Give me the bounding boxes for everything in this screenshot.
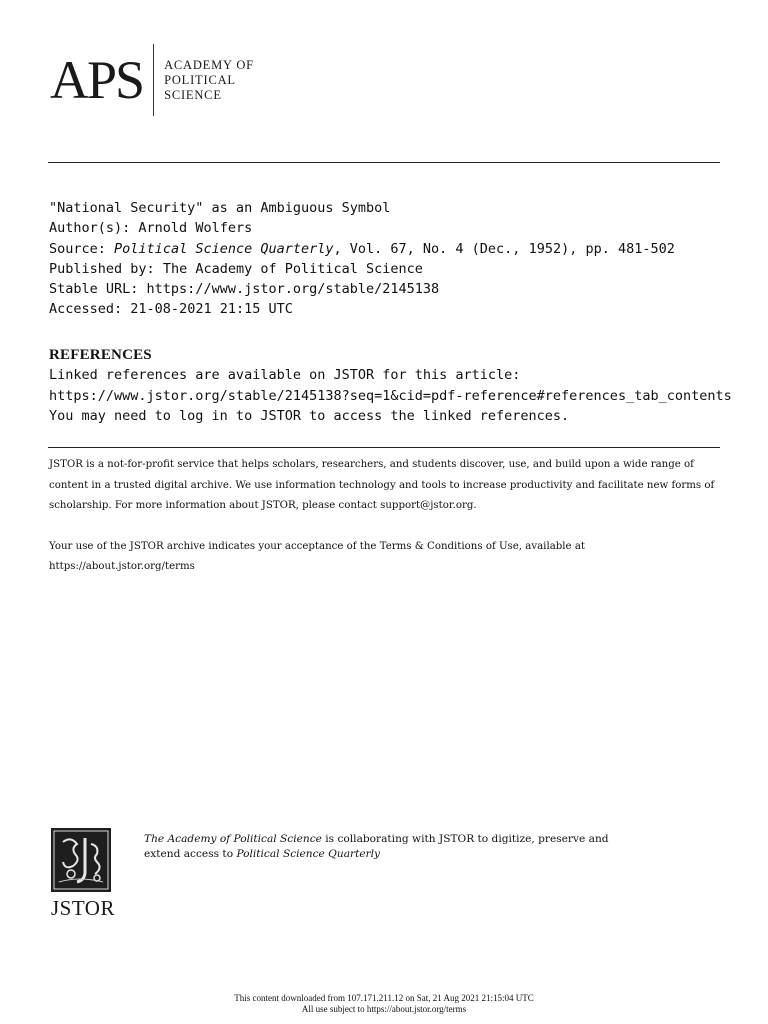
collaboration-statement — [144, 832, 609, 862]
references-login-note: You may need to log in to JSTOR to access the linked references. — [49, 408, 570, 425]
accessed-line: Accessed: 21-08-2021 21:15 UTC — [49, 301, 293, 318]
jstor-wordmark: JSTOR — [51, 896, 115, 920]
stable-url-line: Stable URL: https://www.jstor.org/stable/2145138 — [49, 281, 440, 298]
terms-paragraph: Your use of the JSTOR archive indicates your acceptance of the Terms & Conditions of Use, available at https://about.jstor.org/terms — [49, 540, 585, 572]
stable-url-link[interactable]: https://www.jstor.org/stable/2145138 — [146, 281, 440, 298]
source-details: , Vol. 67, No. 4 (Dec., 1952), pp. 481-502 — [333, 240, 675, 257]
references-heading: REFERENCES — [49, 347, 152, 363]
collaboration-line-2: extend access to Political Science Quarterly — [144, 848, 381, 860]
publisher-logo — [50, 44, 254, 116]
publisher-line: Published by: The Academy of Political Science — [49, 260, 423, 277]
references-intro: Linked references are available on JSTOR for this article: — [49, 367, 521, 383]
logo-mark: APS — [50, 50, 144, 110]
authors-line: Author(s): Arnold Wolfers — [49, 220, 253, 237]
middle-rule — [48, 447, 720, 448]
download-footer — [0, 993, 768, 1014]
footer-terms: All use subject to https://about.jstor.org/terms — [301, 1003, 467, 1014]
top-rule — [48, 162, 720, 163]
logo-line-1: ACADEMY OF — [164, 57, 254, 72]
collaboration-org: The Academy of Political Science — [144, 833, 322, 845]
authors: Arnold Wolfers — [138, 220, 253, 237]
logo-text — [164, 58, 254, 103]
source-line: Source: Political Science Quarterly, Vol. 67, No. 4 (Dec., 1952), pp. 481-502 — [49, 240, 675, 257]
references-section — [49, 345, 732, 427]
logo-divider — [153, 44, 154, 116]
collaboration-line-1: The Academy of Political Science is collaborating with JSTOR to digitize, preserve and — [144, 833, 609, 845]
article-title: "National Security" as an Ambiguous Symbol — [49, 200, 391, 216]
jstor-notice — [49, 455, 729, 578]
accessed-date: 21-08-2021 21:15 UTC — [130, 301, 293, 318]
footer-download-info: This content downloaded from 107.171.211.12 on Sat, 21 Aug 2021 21:15:04 UTC — [234, 993, 534, 1003]
logo-line-2: POLITICAL — [164, 72, 236, 87]
jstor-seal-icon — [51, 828, 111, 892]
collaboration-journal[interactable]: Political Science Quarterly — [236, 848, 381, 860]
source-journal[interactable]: Political Science Quarterly — [114, 240, 334, 257]
references-link[interactable]: https://www.jstor.org/stable/2145138?seq=1&cid=pdf-reference#references_tab_contents — [49, 387, 732, 404]
jstor-logo — [51, 828, 113, 921]
logo-line-3: SCIENCE — [164, 87, 222, 102]
article-metadata — [49, 198, 675, 320]
jstor-about-paragraph: JSTOR is a not-for-profit service that helps scholars, researchers, and students discover, use, and build upon a wide range of content in a trusted digital archive. We use information technology and tools to increase productivity and facilitate new forms of scholarship. For more information about JSTOR, please contact support@jstor.org. — [49, 459, 715, 511]
publisher[interactable]: The Academy of Political Science — [162, 260, 423, 277]
